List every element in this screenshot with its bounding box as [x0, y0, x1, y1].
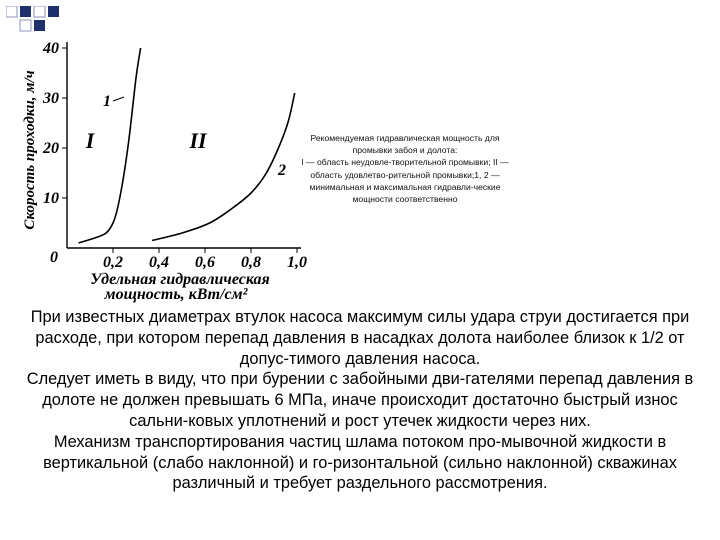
curve-2 [152, 93, 295, 241]
figure-caption [300, 132, 510, 205]
x-tick-label: 0,6 [195, 254, 215, 271]
y-tick-label: 20 [43, 140, 59, 157]
y-tick-label: 40 [43, 40, 59, 57]
x-tick-label: 0,8 [241, 254, 261, 271]
paragraph: Следует иметь в виду, что при бурении с забойными дви-гателями перепад давления в долоте не должен превышать 6 МПа, иначе происходит достаточно быстрый износ сальни-ковых уплотнений и рост утечек жидкости через них. [26, 370, 694, 430]
y-tick-label: 30 [43, 90, 59, 107]
body-text [14, 307, 706, 494]
caption-legend: I — область неудовле-творительной промывки; II — область удовлетво-рительной промывки;1, 2 — минимальная и максимальная гидравли-ческие мощности соответственно [301, 157, 509, 205]
x-tick-label: 0,2 [103, 254, 123, 271]
chart-curves [79, 48, 295, 243]
chart-ticks [42, 40, 307, 271]
x-tick-label: 0,4 [149, 254, 169, 271]
origin-label: 0 [50, 249, 58, 266]
curve-label-1: 1 [103, 93, 111, 110]
x-axis-label-line1: Удельная гидравлическая [90, 271, 270, 288]
curve-label-2: 2 [278, 162, 286, 179]
paragraph: При известных диаметрах втулок насоса максимум силы удара струи достигается при расходе, при котором перепад давления в насадках долота наиболее близок к 1/2 от допус-тимого давления насоса. [30, 308, 690, 368]
region-label-I: I [85, 128, 95, 153]
region-label-II: II [189, 128, 207, 153]
chart-axes [67, 42, 301, 248]
y-tick-label: 10 [43, 190, 59, 207]
y-axis-label: Скорость проходки, м/ч [22, 70, 38, 230]
x-axis-label-line2: мощность, кВт/см² [104, 286, 248, 303]
x-tick-label: 1,0 [287, 254, 307, 271]
caption-title: Рекомендуемая гидравлическая мощность для промывки забоя и долота: [310, 133, 500, 156]
curve-1-leader [113, 97, 124, 101]
paragraph: Механизм транспортирования частиц шлама потоком про-мывочной жидкости в вертикальной (слабо наклонной) и го-ризонтальной (сильно наклонной) скважинах различный и требует раздельного рассмотрения. [43, 432, 677, 493]
